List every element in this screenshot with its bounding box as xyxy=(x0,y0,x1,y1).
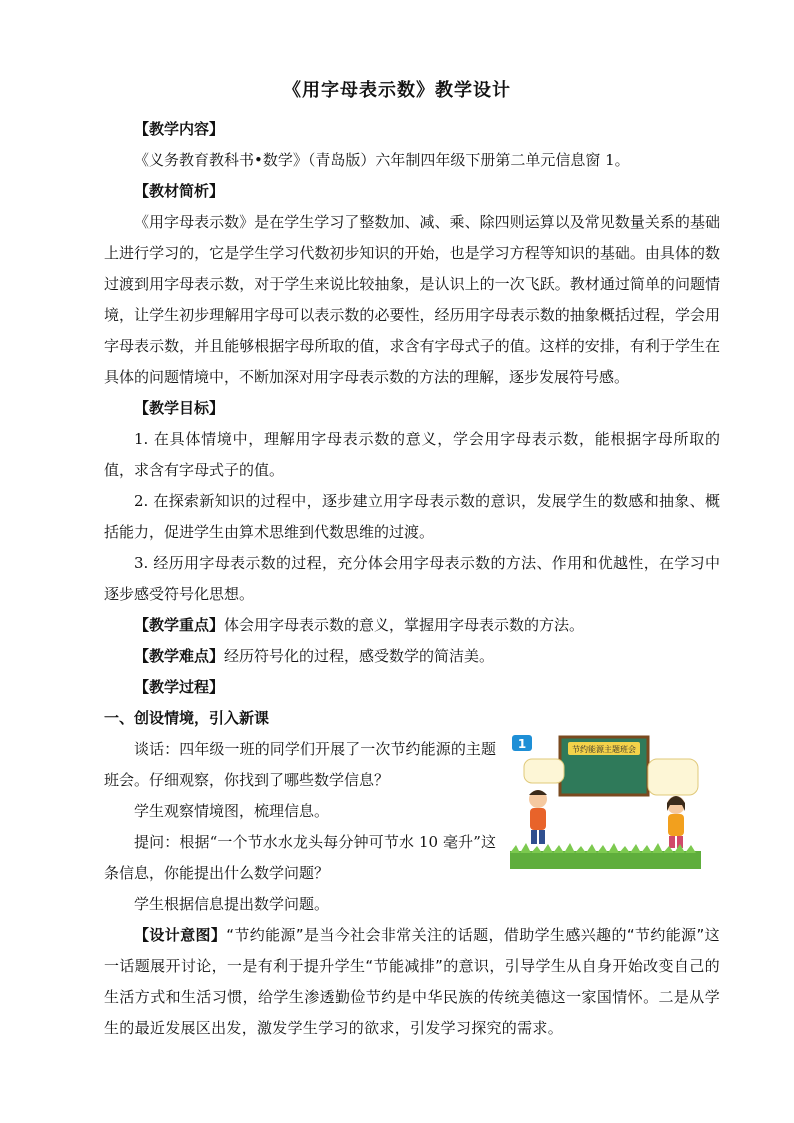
key-point-text: 体会用字母表示数的意义，掌握用字母表示数的方法。 xyxy=(224,616,585,634)
section-heading-process: 【教学过程】 xyxy=(134,678,225,696)
section-heading-content: 【教学内容】 xyxy=(134,120,225,138)
grass-ground xyxy=(510,851,701,869)
badge-number: 1 xyxy=(517,737,527,751)
observe-paragraph: 学生观察情境图，梳理信息。 xyxy=(134,802,330,820)
difficulty-line xyxy=(104,641,720,672)
speech-bubble-right xyxy=(648,759,698,795)
goal-item-2: 2. 在探索新知识的过程中，逐步建立用字母表示数的意识，发展学生的数感和抽象、概括能力，促进学生由算术思维到代数思维的过渡。 xyxy=(104,492,720,541)
goal-item-3: 3. 经历用字母表示数的过程，充分体会用字母表示数的方法、作用和优越性，在学习中逐步感受符号化思想。 xyxy=(104,554,720,603)
class-meeting-illustration xyxy=(510,733,701,869)
content-text: 《义务教育教科书•数学》（青岛版）六年制四年级下册第二单元信息窗 1。 xyxy=(134,151,630,169)
analysis-paragraph: 《用字母表示数》是在学生学习了整数加、减、乘、除四则运算以及常见数量关系的基础上进行学习的，它是学生学习代数初步知识的开始，也是学习方程等知识的基础。由具体的数过渡到用字母表示数，对于学生来说比较抽象，是认识上的一次飞跃。教材通过简单的问题情境，让学生初步理解用字母可以表示数的必要性，经历用字母表示数的抽象概括过程，学会用字母表示数，并且能够根据字母所取的值，求含有字母式子的值。这样的安排，有利于学生在具体的问题情境中，不断加深对用字母表示数的方法的理解，逐步发展符号感。 xyxy=(104,213,720,386)
difficulty-heading: 【教学难点】 xyxy=(134,647,225,665)
board-title: 节约能源主题班会 xyxy=(572,745,636,754)
propose-paragraph: 学生根据信息提出数学问题。 xyxy=(134,895,330,913)
step-1-heading: 一、创设情境，引入新课 xyxy=(104,709,270,727)
section-heading-goals: 【教学目标】 xyxy=(134,399,225,417)
ask-paragraph: 提问：根据“一个节水水龙头每分钟可节水 10 毫升”这条信息，你能提出什么数学问题？ xyxy=(104,833,496,882)
key-point-heading: 【教学重点】 xyxy=(134,616,225,634)
document-title: 《用字母表示数》教学设计 xyxy=(283,80,511,101)
key-point-line xyxy=(104,610,720,641)
design-intent-heading: 【设计意图】 xyxy=(134,926,227,944)
design-intent-paragraph xyxy=(104,920,720,1044)
speech-bubble-left xyxy=(524,759,564,783)
difficulty-text: 经历符号化的过程，感受数学的简洁美。 xyxy=(224,647,495,665)
design-intent-text: “节约能源”是当今社会非常关注的话题，借助学生感兴趣的“节约能源”这一话题展开讨论，一是有利于提升学生“节能减排”的意识，引导学生从自身开始改变自己的生活方式和生活习惯，给学生渗透勤俭节约是中华民族的传统美德这一家国情怀。二是从学生的最近发展区出发，激发学生学习的欲求，引发学习探究的需求。 xyxy=(104,926,720,1037)
talk-paragraph: 谈话：四年级一班的同学们开展了一次节约能源的主题班会。仔细观察，你找到了哪些数学信息？ xyxy=(104,740,496,789)
section-heading-analysis: 【教材简析】 xyxy=(134,182,225,200)
goal-item-1: 1. 在具体情境中，理解用字母表示数的意义，学会用字母表示数，能根据字母所取的值，求含有字母式子的值。 xyxy=(104,430,720,479)
